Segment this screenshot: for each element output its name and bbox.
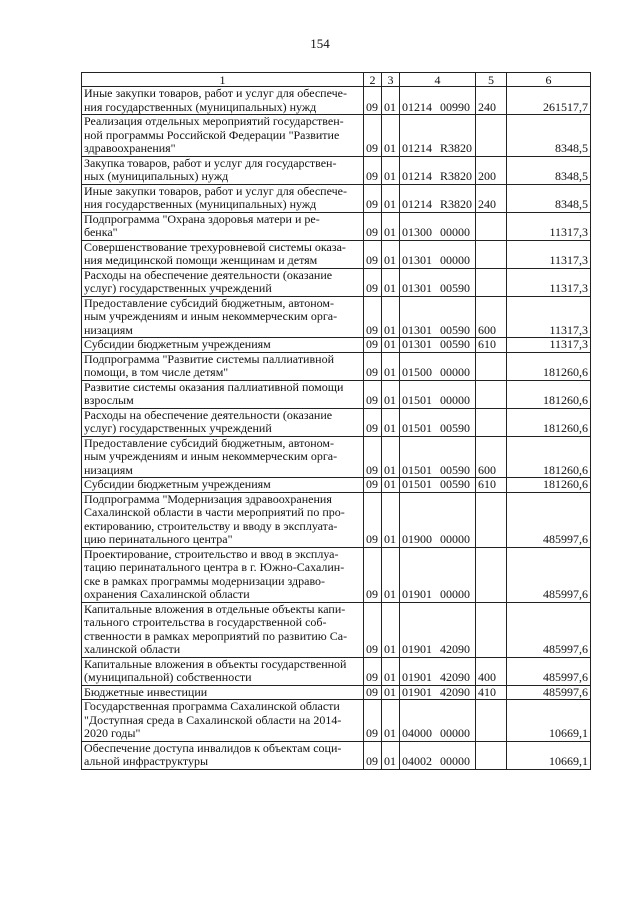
row-expense-type: 240 — [476, 184, 507, 212]
row-amount: 10669,1 — [507, 700, 591, 742]
row-section-code: 09 — [364, 352, 382, 380]
row-amount: 8348,5 — [507, 156, 591, 184]
row-name: Подпрограмма "Развитие системы паллиативной помощи, в том числе детям" — [82, 352, 364, 380]
header-row — [82, 73, 591, 87]
row-name: Капитальные вложения в отдельные объекты капи- тального строительства в государственной соб- ственности в рамках мероприятий по развитию Са- халинской области — [82, 602, 364, 657]
row-amount: 181260,6 — [507, 352, 591, 380]
row-program-code — [400, 156, 476, 184]
table-row — [82, 685, 591, 700]
program-code-part-a: 01501 — [402, 462, 432, 477]
row-name: Предоставление субсидий бюджетным, автоном- ным учреждениям и иным некоммерческим орга- низациям — [82, 296, 364, 338]
row-amount: 10669,1 — [507, 741, 591, 769]
table-row — [82, 547, 591, 602]
program-code-part-b: 00000 — [440, 365, 470, 379]
row-subsection-code: 01 — [382, 492, 400, 547]
row-section-code: 09 — [364, 700, 382, 742]
row-subsection-code: 01 — [382, 268, 400, 296]
table-row — [82, 602, 591, 657]
row-name: Совершенствование трехуровневой системы оказа- ния медицинской помощи женщинам и детям — [82, 240, 364, 268]
row-subsection-code: 01 — [382, 212, 400, 240]
row-amount: 485997,6 — [507, 657, 591, 685]
table-row — [82, 338, 591, 353]
row-section-code: 09 — [364, 547, 382, 602]
program-code-part-b: 00990 — [440, 99, 470, 114]
program-code-part-a: 01300 — [402, 225, 432, 239]
row-amount: 261517,7 — [507, 87, 591, 115]
program-code-part-a: 01301 — [402, 322, 432, 337]
row-amount: 11317,3 — [507, 212, 591, 240]
program-code-part-a: 01500 — [402, 365, 432, 379]
row-expense-type — [476, 700, 507, 742]
row-name: Иные закупки товаров, работ и услуг для обеспече- ния государственных (муниципальных) нужд — [82, 184, 364, 212]
row-section-code: 09 — [364, 240, 382, 268]
row-subsection-code: 01 — [382, 380, 400, 408]
row-program-code — [400, 87, 476, 115]
header-col-2: 2 — [364, 73, 382, 87]
row-expense-type: 410 — [476, 685, 507, 700]
row-program-code — [400, 547, 476, 602]
row-program-code — [400, 602, 476, 657]
row-name: Закупка товаров, работ и услуг для государствен- ных (муниципальных) нужд — [82, 156, 364, 184]
row-subsection-code: 01 — [382, 436, 400, 478]
row-program-code — [400, 268, 476, 296]
row-amount: 181260,6 — [507, 408, 591, 436]
program-code-part-a: 01901 — [402, 587, 432, 601]
program-code-part-a: 01901 — [402, 670, 432, 684]
row-program-code — [400, 184, 476, 212]
row-subsection-code: 01 — [382, 478, 400, 493]
row-name: Проектирование, строительство и ввод в эксплуа- тацию перинатального центра в г. Южно-Сахалин- ске в рамках программы модернизации здраво- охранения Сахалинской области — [82, 547, 364, 602]
program-code-part-b: 00590 — [440, 462, 470, 477]
header-col-3: 3 — [382, 73, 400, 87]
row-section-code: 09 — [364, 380, 382, 408]
row-section-code: 09 — [364, 478, 382, 493]
row-expense-type — [476, 380, 507, 408]
table-row — [82, 741, 591, 769]
row-subsection-code: 01 — [382, 741, 400, 769]
row-program-code — [400, 338, 476, 353]
table-row — [82, 478, 591, 493]
row-section-code: 09 — [364, 268, 382, 296]
program-code-part-b: 42090 — [440, 642, 470, 656]
row-expense-type: 240 — [476, 87, 507, 115]
row-name: Бюджетные инвестиции — [82, 685, 364, 700]
program-code-part-a: 01214 — [402, 141, 432, 155]
table-row — [82, 87, 591, 115]
program-code-part-a: 01214 — [402, 99, 432, 114]
row-program-code — [400, 240, 476, 268]
row-expense-type — [476, 268, 507, 296]
program-code-part-b: 00000 — [440, 587, 470, 601]
row-program-code — [400, 296, 476, 338]
header-col-5: 5 — [476, 73, 507, 87]
page-number: 154 — [310, 36, 330, 51]
row-name: Реализация отдельных мероприятий государствен- ной программы Российской Федерации "Развитие здравоохранения" — [82, 115, 364, 157]
row-section-code: 09 — [364, 156, 382, 184]
program-code-part-a: 01901 — [402, 684, 432, 699]
program-code-part-b: 00000 — [440, 225, 470, 239]
row-subsection-code: 01 — [382, 700, 400, 742]
row-section-code: 09 — [364, 685, 382, 700]
row-subsection-code: 01 — [382, 338, 400, 353]
row-amount: 8348,5 — [507, 115, 591, 157]
table-row — [82, 657, 591, 685]
row-name: Расходы на обеспечение деятельности (оказание услуг) государственных учреждений — [82, 268, 364, 296]
table-row — [82, 115, 591, 157]
row-name: Предоставление субсидий бюджетным, автоном- ным учреждениям и иным некоммерческим орга- низациям — [82, 436, 364, 478]
row-program-code — [400, 380, 476, 408]
table-row — [82, 156, 591, 184]
program-code-part-a: 01501 — [402, 477, 432, 491]
program-code-part-b: 00590 — [440, 337, 470, 351]
row-section-code: 09 — [364, 602, 382, 657]
row-program-code — [400, 685, 476, 700]
row-name: Иные закупки товаров, работ и услуг для обеспече- ния государственных (муниципальных) нужд — [82, 87, 364, 115]
row-expense-type: 400 — [476, 657, 507, 685]
row-program-code — [400, 657, 476, 685]
row-program-code — [400, 741, 476, 769]
program-code-part-a: 01900 — [402, 532, 432, 546]
row-amount: 485997,6 — [507, 602, 591, 657]
table-row — [82, 436, 591, 478]
row-program-code — [400, 352, 476, 380]
program-code-part-a: 04000 — [402, 726, 432, 740]
table-row — [82, 268, 591, 296]
row-subsection-code: 01 — [382, 657, 400, 685]
row-section-code: 09 — [364, 436, 382, 478]
row-name: Капитальные вложения в объекты государственной (муниципальной) собственности — [82, 657, 364, 685]
row-subsection-code: 01 — [382, 115, 400, 157]
row-amount: 8348,5 — [507, 184, 591, 212]
row-program-code — [400, 700, 476, 742]
program-code-part-b: 42090 — [440, 670, 470, 684]
table-row — [82, 700, 591, 742]
program-code-part-a: 01501 — [402, 393, 432, 407]
program-code-part-a: 01301 — [402, 337, 432, 351]
program-code-part-b: 00000 — [440, 393, 470, 407]
row-section-code: 09 — [364, 657, 382, 685]
program-code-part-b: 00590 — [440, 281, 470, 295]
row-expense-type — [476, 240, 507, 268]
row-section-code: 09 — [364, 492, 382, 547]
program-code-part-b: R3820 — [440, 197, 473, 211]
row-section-code: 09 — [364, 184, 382, 212]
program-code-part-b: R3820 — [440, 169, 473, 183]
budget-table — [81, 72, 591, 770]
program-code-part-a: 01901 — [402, 642, 432, 656]
row-amount: 11317,3 — [507, 296, 591, 338]
row-amount: 181260,6 — [507, 380, 591, 408]
row-expense-type: 200 — [476, 156, 507, 184]
table-row — [82, 380, 591, 408]
row-amount: 485997,6 — [507, 547, 591, 602]
program-code-part-a: 01301 — [402, 253, 432, 267]
row-program-code — [400, 115, 476, 157]
program-code-part-b: 00000 — [440, 726, 470, 740]
header-col-1: 1 — [82, 73, 364, 87]
row-expense-type — [476, 212, 507, 240]
row-subsection-code: 01 — [382, 87, 400, 115]
row-expense-type — [476, 115, 507, 157]
row-section-code: 09 — [364, 408, 382, 436]
table-row — [82, 184, 591, 212]
row-subsection-code: 01 — [382, 547, 400, 602]
row-name: Государственная программа Сахалинской области "Доступная среда в Сахалинской области на 2014- 2020 годы" — [82, 700, 364, 742]
row-subsection-code: 01 — [382, 408, 400, 436]
row-subsection-code: 01 — [382, 602, 400, 657]
row-amount: 485997,6 — [507, 685, 591, 700]
program-code-part-b: 00000 — [440, 754, 470, 768]
row-amount: 11317,3 — [507, 338, 591, 353]
row-amount: 181260,6 — [507, 478, 591, 493]
header-col-6: 6 — [507, 73, 591, 87]
row-subsection-code: 01 — [382, 240, 400, 268]
row-amount: 181260,6 — [507, 436, 591, 478]
row-expense-type: 600 — [476, 296, 507, 338]
table-row — [82, 212, 591, 240]
row-section-code: 09 — [364, 338, 382, 353]
program-code-part-a: 01301 — [402, 281, 432, 295]
row-program-code — [400, 212, 476, 240]
program-code-part-b: 42090 — [440, 684, 470, 699]
row-name: Подпрограмма "Охрана здоровья матери и ре- бенка" — [82, 212, 364, 240]
row-amount: 11317,3 — [507, 240, 591, 268]
row-subsection-code: 01 — [382, 685, 400, 700]
program-code-part-b: 00590 — [440, 322, 470, 337]
program-code-part-a: 01214 — [402, 169, 432, 183]
row-section-code: 09 — [364, 87, 382, 115]
program-code-part-a: 04002 — [402, 754, 432, 768]
row-name: Расходы на обеспечение деятельности (оказание услуг) государственных учреждений — [82, 408, 364, 436]
row-program-code — [400, 436, 476, 478]
row-expense-type — [476, 741, 507, 769]
row-subsection-code: 01 — [382, 352, 400, 380]
row-expense-type: 610 — [476, 338, 507, 353]
row-subsection-code: 01 — [382, 296, 400, 338]
row-amount: 11317,3 — [507, 268, 591, 296]
row-expense-type — [476, 602, 507, 657]
row-amount: 485997,6 — [507, 492, 591, 547]
program-code-part-b: 00590 — [440, 421, 470, 435]
row-program-code — [400, 478, 476, 493]
row-program-code — [400, 408, 476, 436]
row-expense-type: 600 — [476, 436, 507, 478]
row-name: Обеспечение доступа инвалидов к объектам соци- альной инфраструктуры — [82, 741, 364, 769]
row-expense-type — [476, 352, 507, 380]
row-name: Субсидии бюджетным учреждениям — [82, 338, 364, 353]
row-name: Подпрограмма "Модернизация здравоохранения Сахалинской области в части мероприятий по про- ектированию, строительству и вводу в эксплуата- цию перинатального центра" — [82, 492, 364, 547]
table-row — [82, 492, 591, 547]
program-code-part-b: 00590 — [440, 477, 470, 491]
row-expense-type — [476, 492, 507, 547]
row-expense-type: 610 — [476, 478, 507, 493]
row-name: Субсидии бюджетным учреждениям — [82, 478, 364, 493]
table-row — [82, 352, 591, 380]
row-section-code: 09 — [364, 115, 382, 157]
program-code-part-b: 00000 — [440, 532, 470, 546]
program-code-part-a: 01214 — [402, 197, 432, 211]
program-code-part-a: 01501 — [402, 421, 432, 435]
row-section-code: 09 — [364, 212, 382, 240]
row-program-code — [400, 492, 476, 547]
row-subsection-code: 01 — [382, 156, 400, 184]
row-name: Развитие системы оказания паллиативной помощи взрослым — [82, 380, 364, 408]
program-code-part-b: R3820 — [440, 141, 473, 155]
table-row — [82, 296, 591, 338]
table-row — [82, 408, 591, 436]
table-row — [82, 240, 591, 268]
row-section-code: 09 — [364, 296, 382, 338]
program-code-part-b: 00000 — [440, 253, 470, 267]
row-subsection-code: 01 — [382, 184, 400, 212]
row-expense-type — [476, 547, 507, 602]
row-section-code: 09 — [364, 741, 382, 769]
row-expense-type — [476, 408, 507, 436]
header-col-4: 4 — [400, 73, 476, 87]
